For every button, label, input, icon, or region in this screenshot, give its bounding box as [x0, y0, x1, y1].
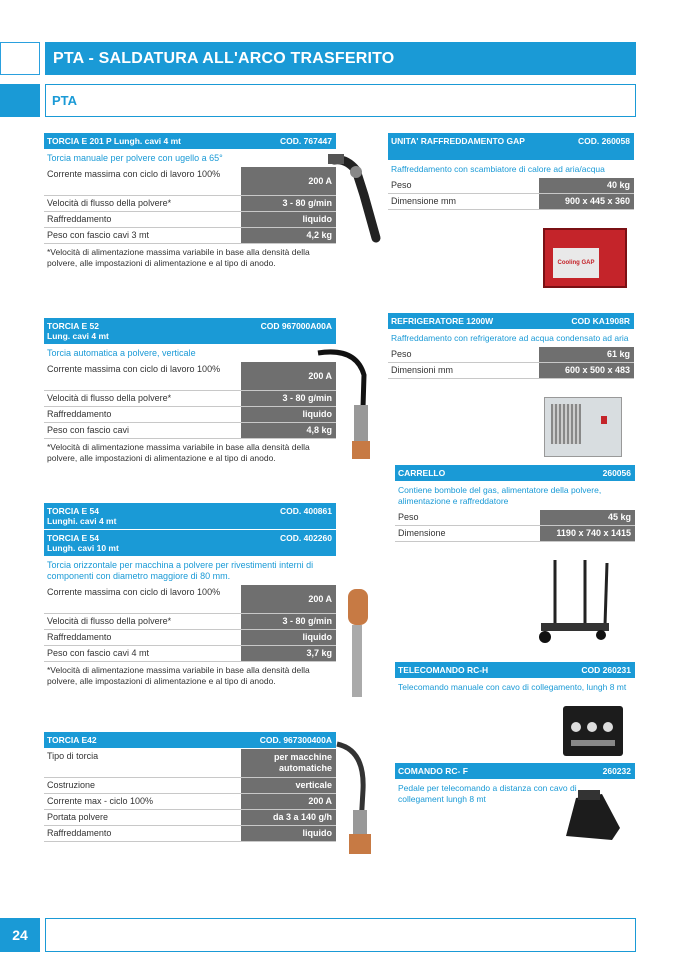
page-title: PTA - SALDATURA ALL'ARCO TRASFERITO — [45, 42, 636, 75]
unita-header — [388, 133, 634, 161]
product-code: 260056 — [602, 468, 631, 478]
torch-e52-image — [316, 345, 376, 465]
product-description: Raffreddamento con scambiatore di calore ad aria/acqua — [391, 164, 605, 174]
product-code: 260232 — [602, 766, 631, 776]
spec-row: Raffreddamento liquido — [44, 212, 336, 228]
torcia-e42-header — [44, 732, 336, 749]
torcia-e42-block — [44, 732, 336, 842]
spec-row: Peso con fascio cavi 4 mt 3,7 kg — [44, 646, 336, 662]
product-description: Pedale per telecomando a distanza con cavo di collegament lungh 8 mt — [398, 783, 577, 804]
foot-pedal-image — [562, 788, 624, 844]
carrello-block — [395, 465, 635, 542]
spec-row: Dimensioni mm 600 x 500 x 483 — [388, 363, 634, 379]
torcia-e52-header — [44, 318, 336, 345]
product-name: TORCIA E42 — [47, 735, 97, 745]
product-name-line2: Lunghi. cavi 4 mt — [47, 516, 117, 526]
cart-image — [535, 555, 613, 647]
spec-row: Raffreddamento liquido — [44, 826, 336, 842]
product-code: COD KA1908R — [571, 316, 630, 326]
product-description: Telecomando manuale con cavo di collegamento, lungh 8 mt — [398, 682, 627, 692]
unita-block — [388, 133, 634, 210]
refrigeratore-header — [388, 313, 634, 330]
product-name: TORCIA E 54 — [47, 533, 99, 543]
product-name: CARRELLO — [398, 468, 446, 478]
torcia-e54-header-b — [44, 530, 336, 557]
product-name: TORCIA E 52 — [47, 321, 99, 331]
torcia-e54-block — [44, 503, 336, 690]
product-description: Torcia automatica a polvere, verticale — [47, 348, 196, 358]
cooling-unit-logo: Cooling GAP — [553, 248, 599, 278]
product-name: TELECOMANDO RC-H — [398, 665, 489, 675]
spec-row: Corrente massima con ciclo di lavoro 100% 200 A — [44, 362, 336, 391]
product-code: COD. 767447 — [280, 136, 332, 146]
torcia-e201-header — [44, 133, 336, 150]
spec-row: Peso 61 kg — [388, 347, 634, 363]
spec-row: Peso con fascio cavi 3 mt 4,2 kg — [44, 228, 336, 244]
product-code: COD. 967300400A — [259, 735, 332, 745]
spec-row: Corrente max - ciclo 100% 200 A — [44, 794, 336, 810]
refrigeratore-block — [388, 313, 634, 379]
product-description: Torcia manuale per polvere con ugello a 65° — [47, 153, 223, 163]
spec-row: Velocità di flusso della polvere* 3 - 80 g/min — [44, 614, 336, 630]
header-left-box — [0, 42, 40, 75]
product-description: Contiene bombole del gas, alimentatore della polvere, alimentazione e raffreddatore — [398, 485, 602, 506]
torch-e201-image — [326, 150, 382, 245]
product-code: COD 967000A00A — [260, 321, 332, 331]
product-code: COD. 260058 — [578, 136, 630, 146]
carrello-header — [395, 465, 635, 482]
refrigerator-image — [544, 397, 622, 457]
subheader-left-box — [0, 84, 40, 117]
spec-row: Raffreddamento liquido — [44, 407, 336, 423]
spec-row: Raffreddamento liquido — [44, 630, 336, 646]
torcia-e201-block — [44, 133, 336, 272]
product-name: UNITA' RAFFREDDAMENTO GAP — [391, 136, 525, 146]
product-name: REFRIGERATORE 1200W — [391, 316, 494, 326]
torch-e42-image — [335, 740, 380, 858]
product-name: TORCIA E 201 P Lungh. cavi 4 mt — [47, 136, 181, 146]
page-number: 24 — [0, 918, 40, 952]
spec-row: Peso con fascio cavi 4,8 kg — [44, 423, 336, 439]
spec-row: Peso 40 kg — [388, 178, 634, 194]
telecomando-block — [395, 662, 635, 696]
product-code: COD 260231 — [581, 665, 631, 675]
cooling-unit-image — [543, 228, 627, 288]
footnote: *Velocità di alimentazione massima variabile in base alla densità della polvere, alle impostazioni di alimentazione e al tipo di anodo. — [47, 442, 310, 463]
product-code: COD. 402260 — [280, 533, 332, 543]
product-code: COD. 400861 — [280, 506, 332, 516]
product-description: Torcia orizzontale per macchina a polvere per rivestimenti interni di componenti con diametro maggiore di 80 mm. — [47, 560, 314, 581]
spec-row: Velocità di flusso della polvere* 3 - 80 g/min — [44, 196, 336, 212]
telecomando-header — [395, 662, 635, 679]
footer-bar — [45, 918, 636, 952]
comando-header — [395, 763, 635, 780]
product-name-line2: Lungh. cavi 10 mt — [47, 543, 119, 553]
spec-row: Peso 45 kg — [395, 510, 635, 526]
spec-row: Velocità di flusso della polvere* 3 - 80 g/min — [44, 391, 336, 407]
spec-row: Dimensione mm 900 x 445 x 360 — [388, 194, 634, 210]
torcia-e52-block — [44, 318, 336, 467]
section-title: PTA — [45, 84, 636, 117]
spec-row: Portata polvere da 3 a 140 g/h — [44, 810, 336, 826]
product-name-line2: Lung. cavi 4 mt — [47, 331, 109, 341]
spec-row: Corrente massima con ciclo di lavoro 100% 200 A — [44, 167, 336, 196]
torch-e54-image — [342, 585, 382, 700]
footnote: *Velocità di alimentazione massima variabile in base alla densità della polvere, alle impostazioni di alimentazione e al tipo di anodo. — [47, 665, 310, 686]
footnote: *Velocità di alimentazione massima variabile in base alla densità della polvere, alle impostazioni di alimentazione e al tipo di anodo. — [47, 247, 310, 268]
spec-row: Tipo di torcia per macchine automatiche — [44, 749, 336, 778]
remote-control-image — [563, 706, 623, 756]
spec-row: Costruzione verticale — [44, 778, 336, 794]
spec-row: Corrente massima con ciclo di lavoro 100% 200 A — [44, 585, 336, 614]
spec-row: Dimensione 1190 x 740 x 1415 — [395, 526, 635, 542]
product-name: TORCIA E 54 — [47, 506, 99, 516]
torcia-e54-header-a — [44, 503, 336, 530]
product-description: Raffreddamento con refrigeratore ad acqua condensato ad aria — [391, 333, 629, 343]
product-name: COMANDO RC- F — [398, 766, 468, 776]
